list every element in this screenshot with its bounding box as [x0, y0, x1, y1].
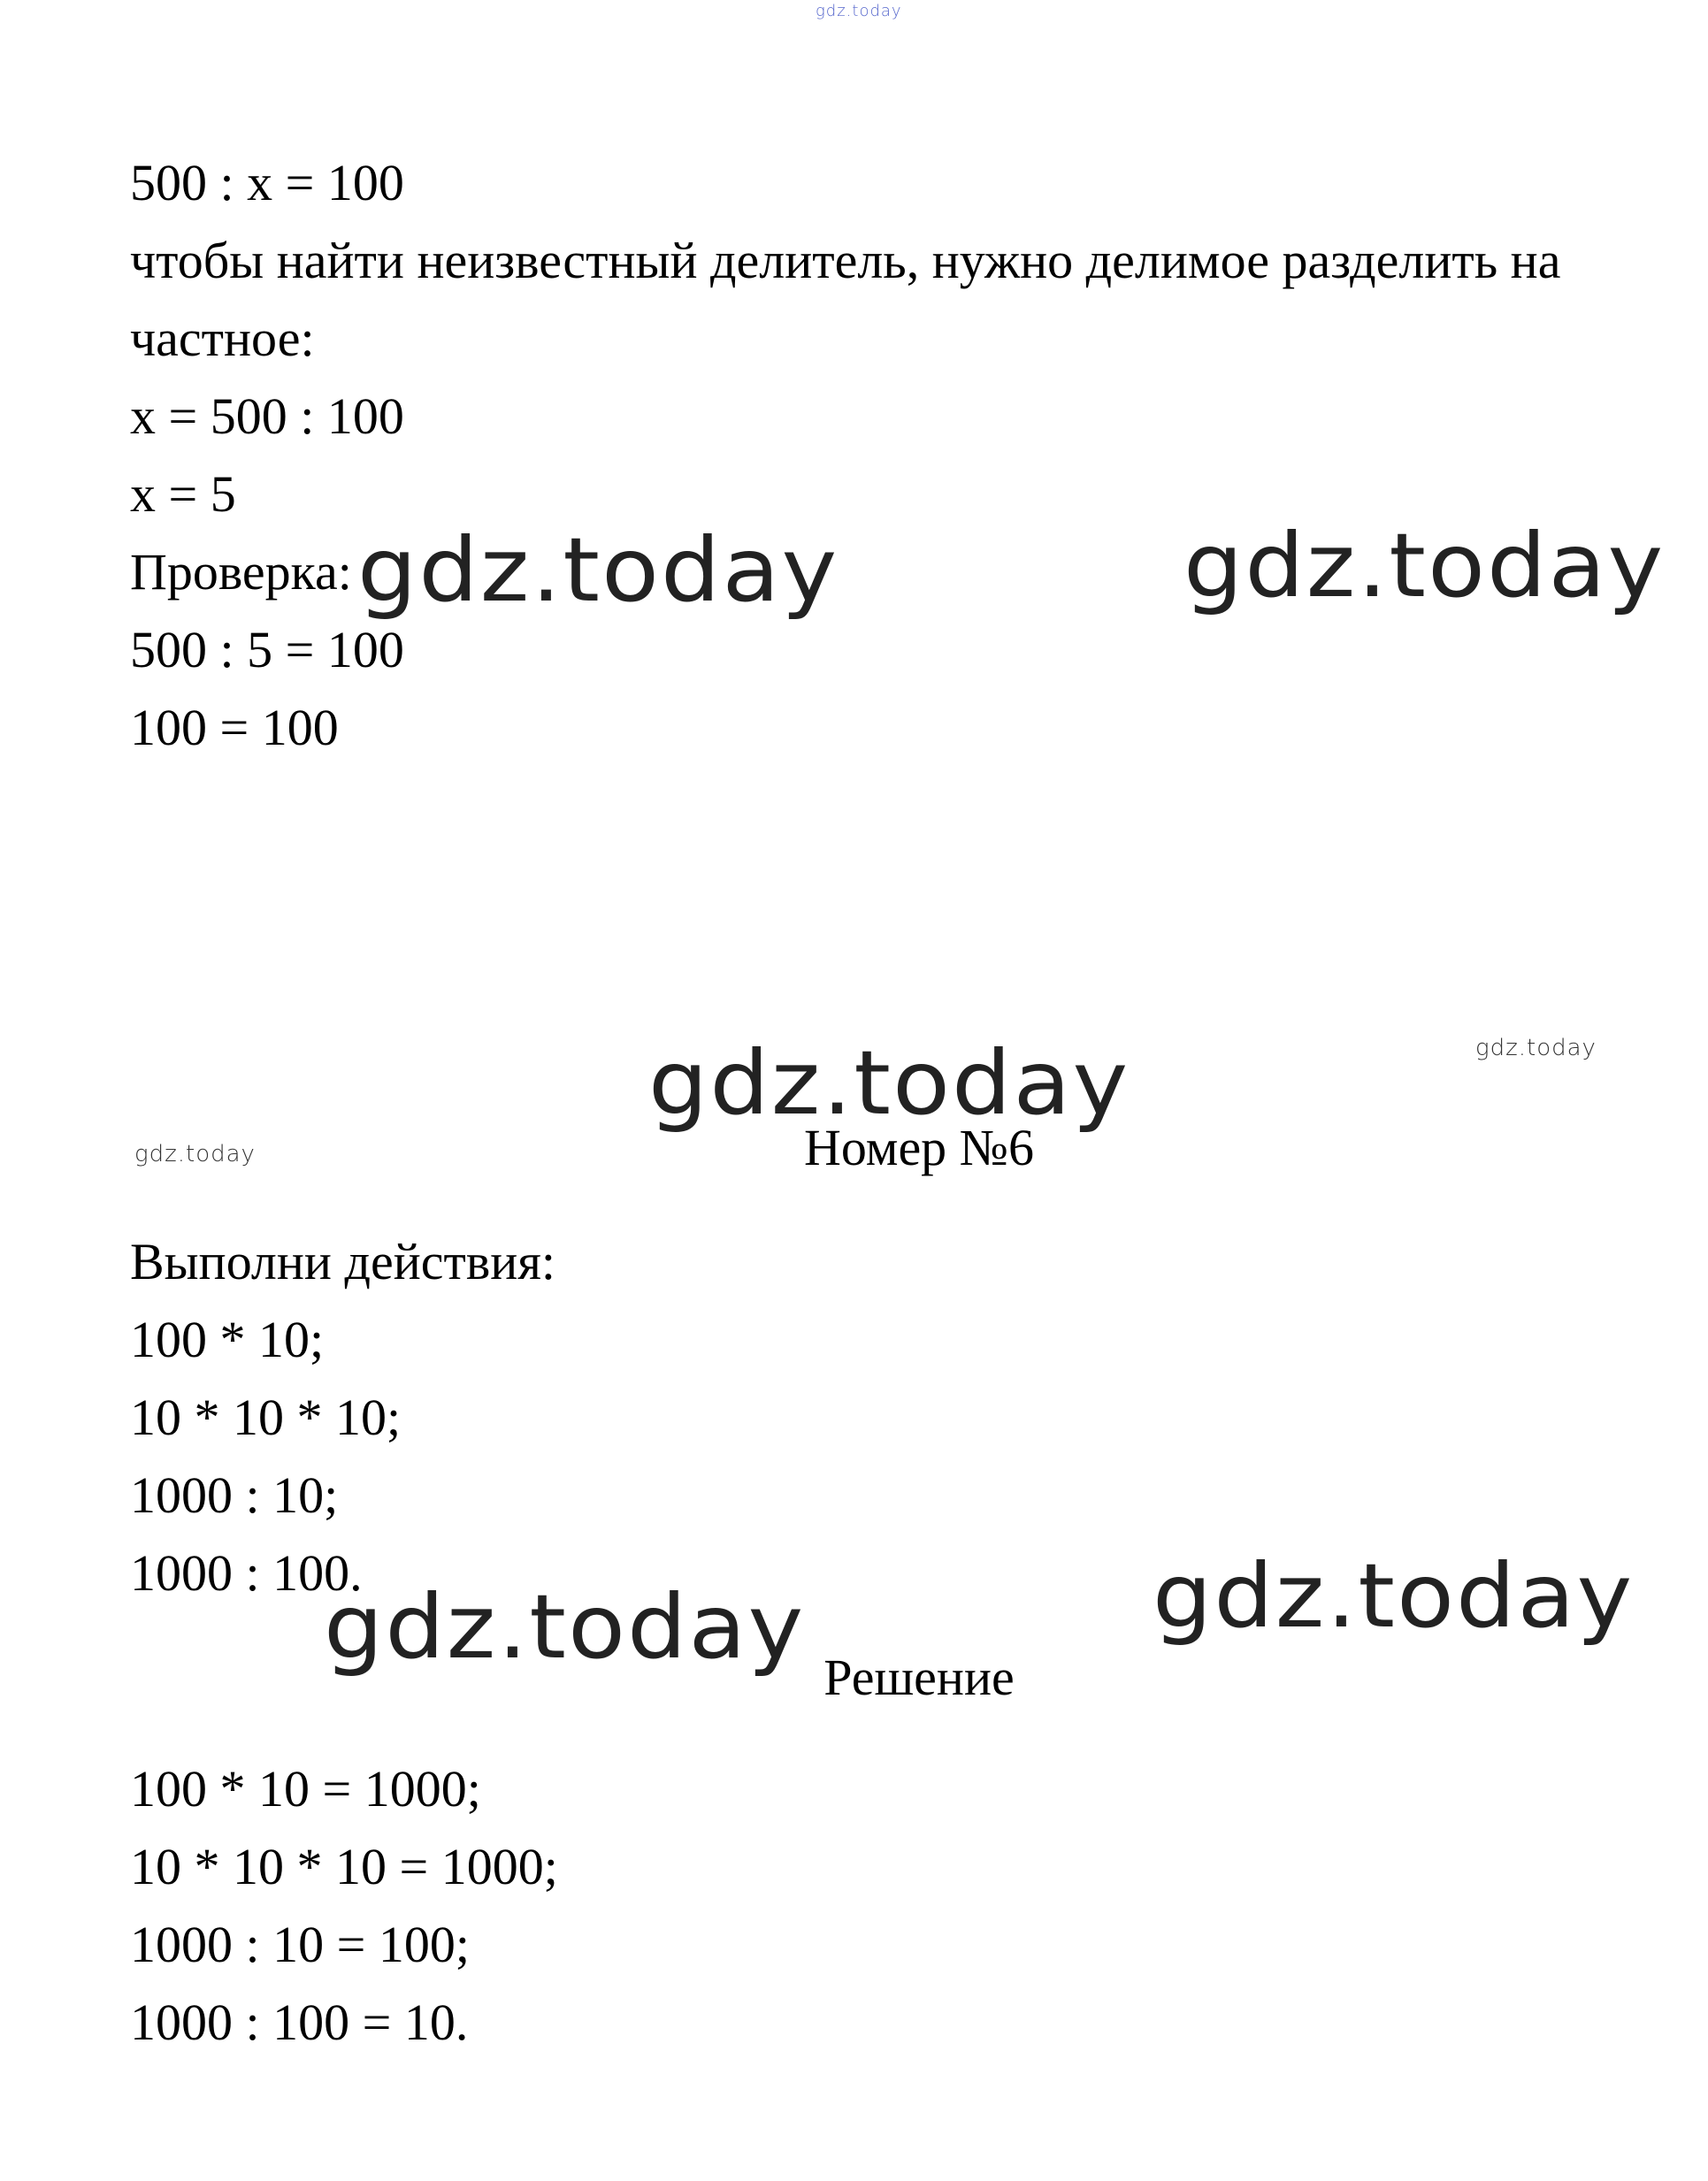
equation-line: 500 : 5 = 100: [130, 621, 404, 678]
watermark-top: gdz.today: [816, 2, 902, 20]
task-item: 1000 : 10;: [130, 1466, 339, 1524]
task-item: 100 * 10;: [130, 1311, 325, 1368]
watermark-big: gdz.today: [324, 1575, 806, 1679]
task-item: 1000 : 100.: [130, 1544, 363, 1602]
watermark-big: gdz.today: [648, 1031, 1130, 1135]
rule-text: чтобы найти неизвестный делитель, нужно делимое разделить на: [130, 232, 1561, 289]
task-prompt: Выполни действия:: [130, 1233, 556, 1290]
watermark-small: gdz.today: [1475, 1035, 1597, 1061]
watermark-big: gdz.today: [1153, 1544, 1635, 1648]
watermark-big: gdz.today: [357, 518, 839, 622]
equation-line: 100 = 100: [130, 699, 339, 756]
check-label: Проверка:: [130, 543, 352, 601]
watermark-small: gdz.today: [134, 1141, 256, 1167]
equation-line: x = 500 : 100: [130, 387, 404, 445]
solution-line: 10 * 10 * 10 = 1000;: [130, 1838, 558, 1895]
equation-line: 500 : x = 100: [130, 154, 404, 211]
rule-text-cont: частное:: [130, 310, 315, 367]
task-item: 10 * 10 * 10;: [130, 1389, 402, 1446]
solution-line: 1000 : 100 = 10.: [130, 1994, 469, 2051]
watermark-big: gdz.today: [1183, 514, 1666, 617]
task-title: Номер №6: [803, 1119, 1035, 1176]
solution-line: 1000 : 10 = 100;: [130, 1916, 470, 1973]
equation-line: x = 5: [130, 465, 236, 523]
solution-title: Решение: [823, 1649, 1015, 1706]
solution-line: 100 * 10 = 1000;: [130, 1760, 481, 1818]
